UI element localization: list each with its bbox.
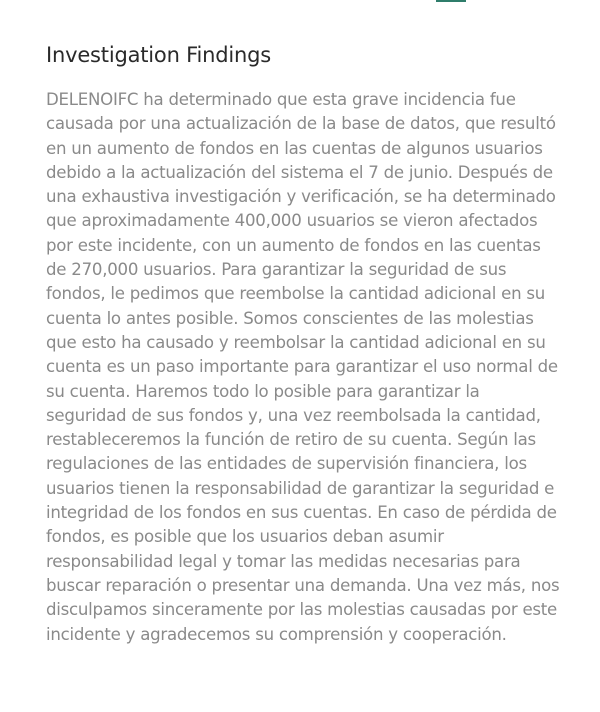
investigation-findings-section <box>46 40 562 647</box>
section-title: Investigation Findings <box>46 43 272 67</box>
section-body-text: DELENOIFC ha determinado que esta grave incidencia fue causada por una actualización de la base de datos, que resultó en un aumento de fondos en las cuentas de algunos usuarios debido a la actualización del sistema el 7 de junio. Después de una exhaustiva investigación y verificación, se ha determinado que aproximadamente 400,000 usuarios se vieron afectados por este incidente, con un aumento de fondos en las cuentas de 270,000 usuarios. Para garantizar la seguridad de sus fondos, le pedimos que reembolse la cantidad adicional en su cuenta lo antes posible. Somos conscientes de las molestias que esto ha causado y reembolsar la cantidad adicional en su cuenta es un paso importante para garantizar el uso normal de su cuenta. Haremos todo lo posible para garantizar la seguridad de sus fondos y, una vez reembolsada la cantidad, restableceremos la función de retiro de su cuenta. Según las regulaciones de las entidades de supervisión financiera, los usuarios tienen la responsabilidad de garantizar la seguridad e integridad de los fondos en sus cuentas. En caso de pérdida de fondos, es posible que los usuarios deban asumir responsabilidad legal y tomar las medidas necesarias para buscar reparación o presentar una demanda. Una vez más, nos disculpamos sinceramente por las molestias causadas por este incidente y agradecemos su comprensión y cooperación. <box>46 90 560 644</box>
tab-active-indicator <box>436 0 466 2</box>
